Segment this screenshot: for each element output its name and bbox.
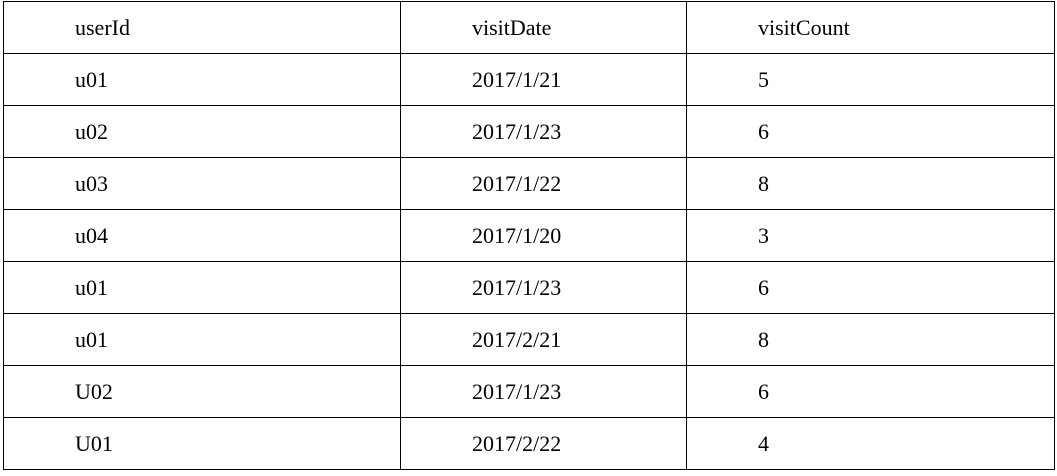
table-row	[4, 314, 1055, 366]
cell-visitdate: 2017/2/21	[401, 314, 687, 366]
cell-visitdate: 2017/1/22	[401, 158, 687, 210]
table-row	[4, 106, 1055, 158]
table-row	[4, 418, 1055, 470]
cell-userid: u01	[4, 54, 401, 106]
table-header-row	[4, 2, 1055, 54]
table-row	[4, 262, 1055, 314]
table-row	[4, 210, 1055, 262]
cell-visitdate: 2017/1/23	[401, 262, 687, 314]
cell-visitcount: 6	[687, 106, 1055, 158]
cell-visitcount: 5	[687, 54, 1055, 106]
cell-visitdate: 2017/2/22	[401, 418, 687, 470]
cell-userid: u01	[4, 314, 401, 366]
cell-userid: u03	[4, 158, 401, 210]
header-visitdate: visitDate	[401, 2, 687, 54]
cell-visitdate: 2017/1/23	[401, 106, 687, 158]
table-row	[4, 54, 1055, 106]
visit-table	[3, 1, 1055, 470]
cell-visitcount: 6	[687, 262, 1055, 314]
table-row	[4, 366, 1055, 418]
cell-userid: u01	[4, 262, 401, 314]
header-visitcount: visitCount	[687, 2, 1055, 54]
cell-visitcount: 6	[687, 366, 1055, 418]
table-row	[4, 158, 1055, 210]
cell-visitcount: 8	[687, 314, 1055, 366]
cell-visitdate: 2017/1/21	[401, 54, 687, 106]
cell-userid: U01	[4, 418, 401, 470]
cell-visitdate: 2017/1/23	[401, 366, 687, 418]
cell-userid: U02	[4, 366, 401, 418]
cell-userid: u04	[4, 210, 401, 262]
cell-visitcount: 3	[687, 210, 1055, 262]
header-userid: userId	[4, 2, 401, 54]
cell-visitcount: 4	[687, 418, 1055, 470]
cell-userid: u02	[4, 106, 401, 158]
cell-visitdate: 2017/1/20	[401, 210, 687, 262]
cell-visitcount: 8	[687, 158, 1055, 210]
